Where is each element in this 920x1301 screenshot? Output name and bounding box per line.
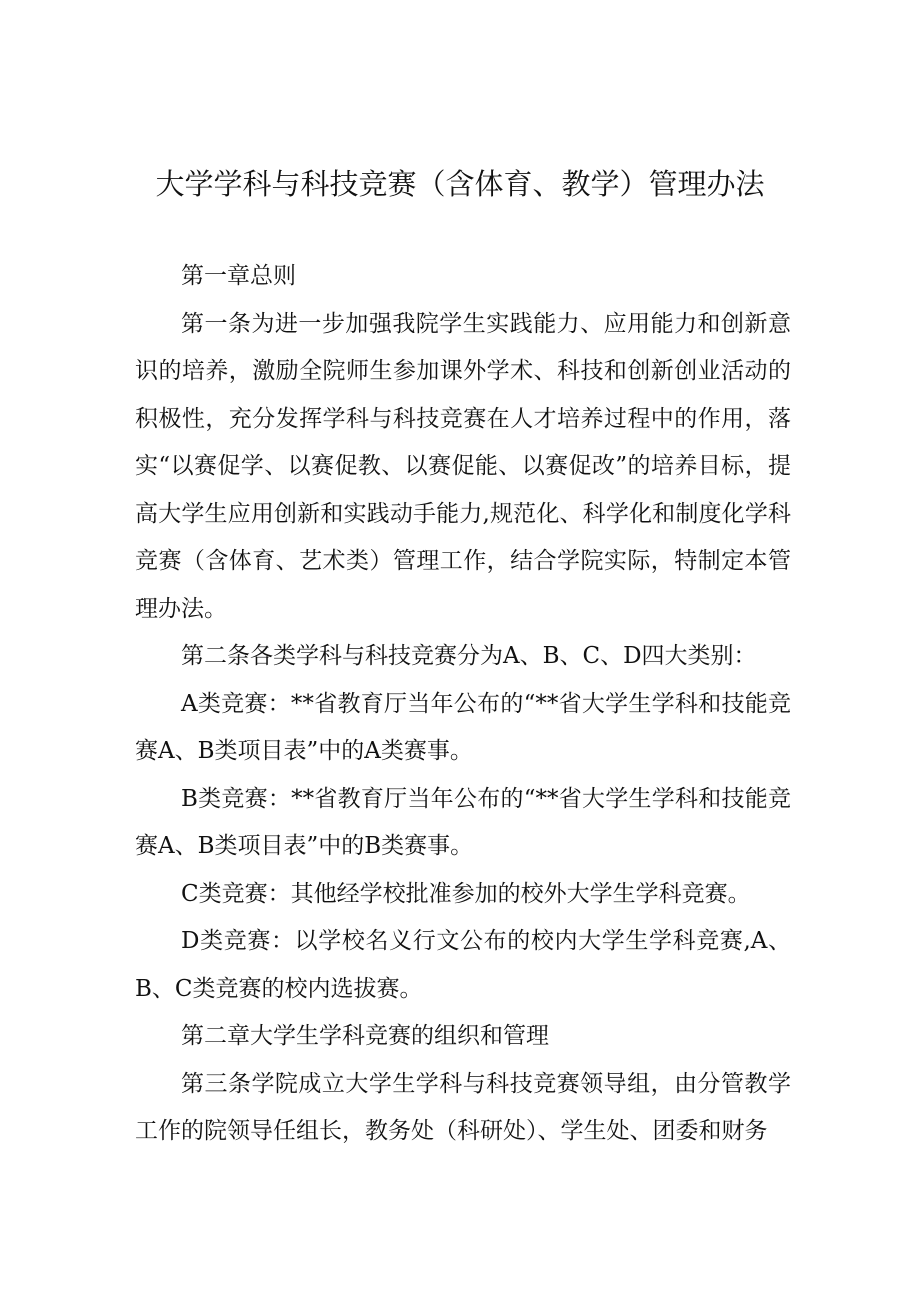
category-paragraph: D类竞赛：以学校名义行文公布的校内大学生学科竞赛,A、B、C类竞赛的校内选拔赛。 <box>135 928 791 1002</box>
category-paragraph: C类竞赛：其他经学校批准参加的校外大学生学科竞赛。 <box>181 880 751 907</box>
category-paragraph: B类竞赛：**省教育厅当年公布的“**省大学生学科和技能竞赛A、B类项目表”中的B类赛事。 <box>135 785 791 859</box>
article-paragraph: 第三条学院成立大学生学科与科技竞赛领导组，由分管教学工作的院领导任组长，教务处（科研处）、学生处、团委和财务 <box>135 1070 791 1144</box>
article-paragraph: 第二条各类学科与科技竞赛分为A、B、C、D四大类别： <box>181 643 757 669</box>
chapter-heading: 第一章总则 <box>181 263 296 289</box>
document-title: 大学学科与科技竞赛（含体育、教学）管理办法 <box>155 167 765 201</box>
chapter-heading: 第二章大学生学科竞赛的组织和管理 <box>181 1023 549 1049</box>
article-paragraph: 第一条为进一步加强我院学生实践能力、应用能力和创新意识的培养，激励全院师生参加课外学术、科技和创新创业活动的积极性，充分发挥学科与科技竞赛在人才培养过程中的作用，落实“以赛促学、以赛促教、以赛促能、以赛促改”的培养目标，提高大学生应用创新和实践动手能力,规范化、科学化和制度化学科竞赛（含体育、艺术类）管理工作，结合学院实际，特制定本管理办法。 <box>135 310 791 622</box>
document-body <box>135 253 791 1156</box>
category-paragraph: A类竞赛：**省教育厅当年公布的“**省大学生学科和技能竞赛A、B类项目表”中的A类赛事。 <box>135 690 791 764</box>
